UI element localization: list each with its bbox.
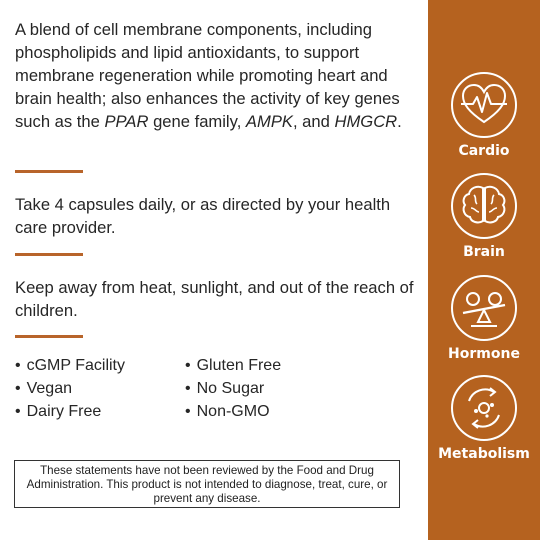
feature-label-cardio: Cardio [458,143,510,159]
feature-cardio [428,70,540,159]
storage-text: Keep away from heat, sunlight, and out of the reach of children. [15,278,414,320]
divider-3 [15,335,83,338]
heart-pulse-icon [449,70,519,140]
bullet-non-gmo: • Non-GMO [185,400,385,423]
bullet-cgmp: • cGMP Facility [15,354,185,377]
fda-disclaimer: These statements have not been reviewed by the Food and Drug Administration. This product is not intended to diagnose, treat, cure, or prevent any disease. [14,460,400,508]
bullet-vegan: • Vegan [15,377,185,400]
feature-label-brain: Brain [463,244,505,260]
feature-hormone [428,273,540,362]
directions-text: Take 4 capsules daily, or as directed by your health care provider. [15,195,391,237]
feature-bullet-list [15,354,395,423]
divider-2 [15,253,83,256]
benefits-sidebar [428,0,540,540]
feature-metabolism [428,373,540,462]
description-text: A blend of cell membrane components, including phospholipids and lipid antioxidants, to support membrane regeneration while promoting heart and brain health; also enhances the activity of key genes such as the PPAR gene family, AMPK, and HMGCR. [15,20,402,131]
feature-label-metabolism: Metabolism [438,446,530,462]
divider-1 [15,170,83,173]
gene-hmgcr: HMGCR [334,112,398,131]
metabolism-cycle-icon [449,373,519,443]
balance-icon [449,273,519,343]
bullet-no-sugar: • No Sugar [185,377,385,400]
bullet-gluten-free: • Gluten Free [185,354,385,377]
gene-ppar: PPAR [104,112,149,131]
feature-label-hormone: Hormone [448,346,520,362]
gene-ampk: AMPK [245,112,293,131]
feature-brain [428,171,540,260]
brain-icon [449,171,519,241]
bullet-dairy-free: • Dairy Free [15,400,185,423]
